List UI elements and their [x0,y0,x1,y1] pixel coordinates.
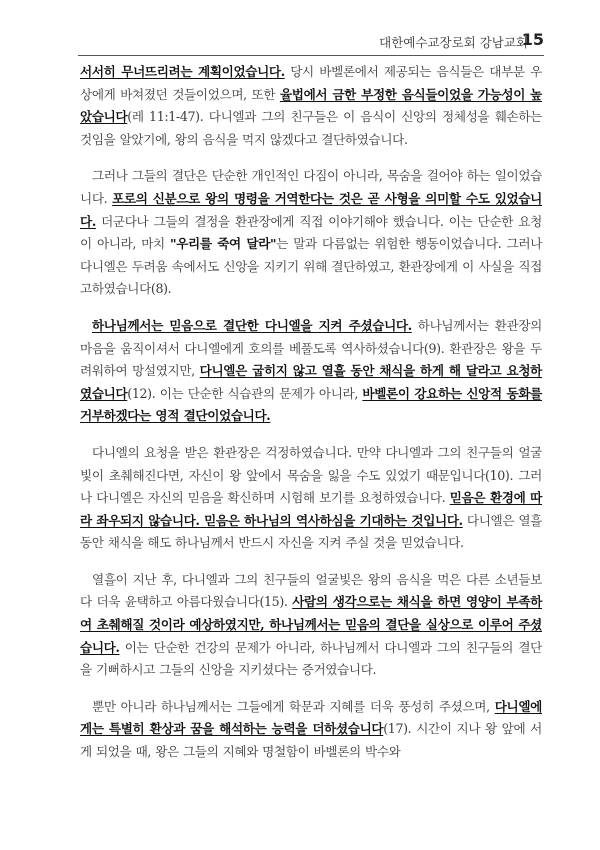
underlined-emphasis: 바벨론이 강요하는 신앙적 동화를 거부하겠다는 영적 결단이었습니다. [80,385,542,424]
text-segment: 이는 단순한 건강의 문제가 아니라, 하나님께서 다니엘과 그의 친구들의 결단을 기뻐하시고 그들의 신앙을 지키셨다는 증거였습니다. [80,639,542,678]
underlined-emphasis: 하나님께서는 믿음으로 결단한 다니엘을 지켜 주셨습니다. [92,317,412,333]
paragraph-4 [80,442,542,555]
header-divider [78,55,544,56]
page-number: 15 [521,30,544,49]
page-header [0,30,600,52]
text-segment: (12). 이는 단순한 식습관의 문제가 아니라, [127,385,363,401]
text-segment: (레 11:1-47). 다니엘과 그의 친구들은 이 음식이 신앙의 정체성을 훼손하는 것임을 알았기에, 왕의 음식을 먹지 않겠다고 결단하였습니다. [80,109,542,147]
text-segment: 열흘이 지난 후, 다니엘과 그의 친구들의 얼굴빛은 왕의 음식을 먹은 다른 소년들보다 더욱 윤택하고 아름다웠습니다(15). [80,571,542,610]
underlined-emphasis: 율법에서 금한 부정한 음식들이었을 가능성이 높았습니다 [80,86,543,125]
church-name: 대한예수교장로회 강남교회 [379,35,528,50]
paragraph-5 [80,569,542,682]
paragraph-6 [80,696,542,764]
paragraph-3 [80,315,542,428]
paragraph-1 [80,61,542,151]
text-segment: 당시 바벨론에서 제공되는 음식들은 대부분 우상에게 바쳐졌던 것들이었으며, 또한 [80,64,542,102]
text-segment: 하나님께서는 환관장의 마음을 움직이셔서 다니엘에게 호의를 베풀도록 역사하셨습니다(9). 환관장은 왕을 두려워하여 망설였지만, [80,317,542,379]
text-segment: 는 말과 다름없는 위험한 행동이었습니다. 그러나 다니엘은 두려움 속에서도 신앙을 지키기 위해 결단하였고, 환관장에게 이 사실을 직접 고하였습니다(8). [80,236,543,297]
text-segment: 그러나 그들의 결단은 단순한 개인적인 다짐이 아니라, 목숨을 걸어야 하는 일이었습니다. [80,168,542,206]
text-segment: 더군다나 그들의 결정을 환관장에게 직접 이야기해야 했습니다. 이는 단순한 요청이 아니라, 마치 [80,213,542,252]
underlined-emphasis: 다니엘에게는 특별히 환상과 꿈을 해석하는 능력을 더하셨습니다 [80,698,542,737]
paragraph-2 [80,165,542,301]
underlined-emphasis: 포로의 신분으로 왕의 명령을 거역한다는 것은 곧 사형을 의미할 수도 있었습니다. [80,190,542,229]
underlined-emphasis: 믿음은 환경에 따라 좌우되지 않습니다. 믿음은 하나님의 역사하심을 기대하는 것입니다. [80,490,542,528]
text-segment: (17). 시간이 지나 왕 앞에 서게 되었을 때, 왕은 그들의 지혜와 명철함이 바벨론의 박수와 [80,721,542,760]
text-segment: 다니엘은 열흘 동안 채식을 해도 하나님께서 반드시 자신을 지켜 주실 것을 믿었습니다. [80,512,542,551]
underlined-emphasis: 사람의 생각으로는 채식을 하면 영양이 부족하여 초췌해질 것이라 예상하였지만, 하나님께서는 믿음의 결단을 실상으로 이루어 주셨습니다. [80,594,543,655]
underlined-emphasis: 서서히 무너뜨리려는 계획이었습니다. [80,64,285,79]
quoted-emphasis: "우리를 죽여 달라" [170,236,277,252]
text-segment: 다니엘의 요청을 받은 환관장은 걱정하였습니다. 만약 다니엘과 그의 친구들의 얼굴빛이 초췌해진다면, 자신이 왕 앞에서 목숨을 잃을 수도 있었기 때문입니다(10). 그러나 다니엘은 자신의 믿음을 확신하며 시험해 보기를 요청하였습니다. [80,444,542,506]
underlined-emphasis: 다니엘은 굽히지 않고 열흘 동안 채식을 하게 해 달라고 요청하였습니다 [80,363,542,401]
text-segment: 뿐만 아니라 하나님께서는 그들에게 학문과 지혜를 더욱 풍성히 주셨으며, [92,698,495,714]
body-text [80,61,542,764]
